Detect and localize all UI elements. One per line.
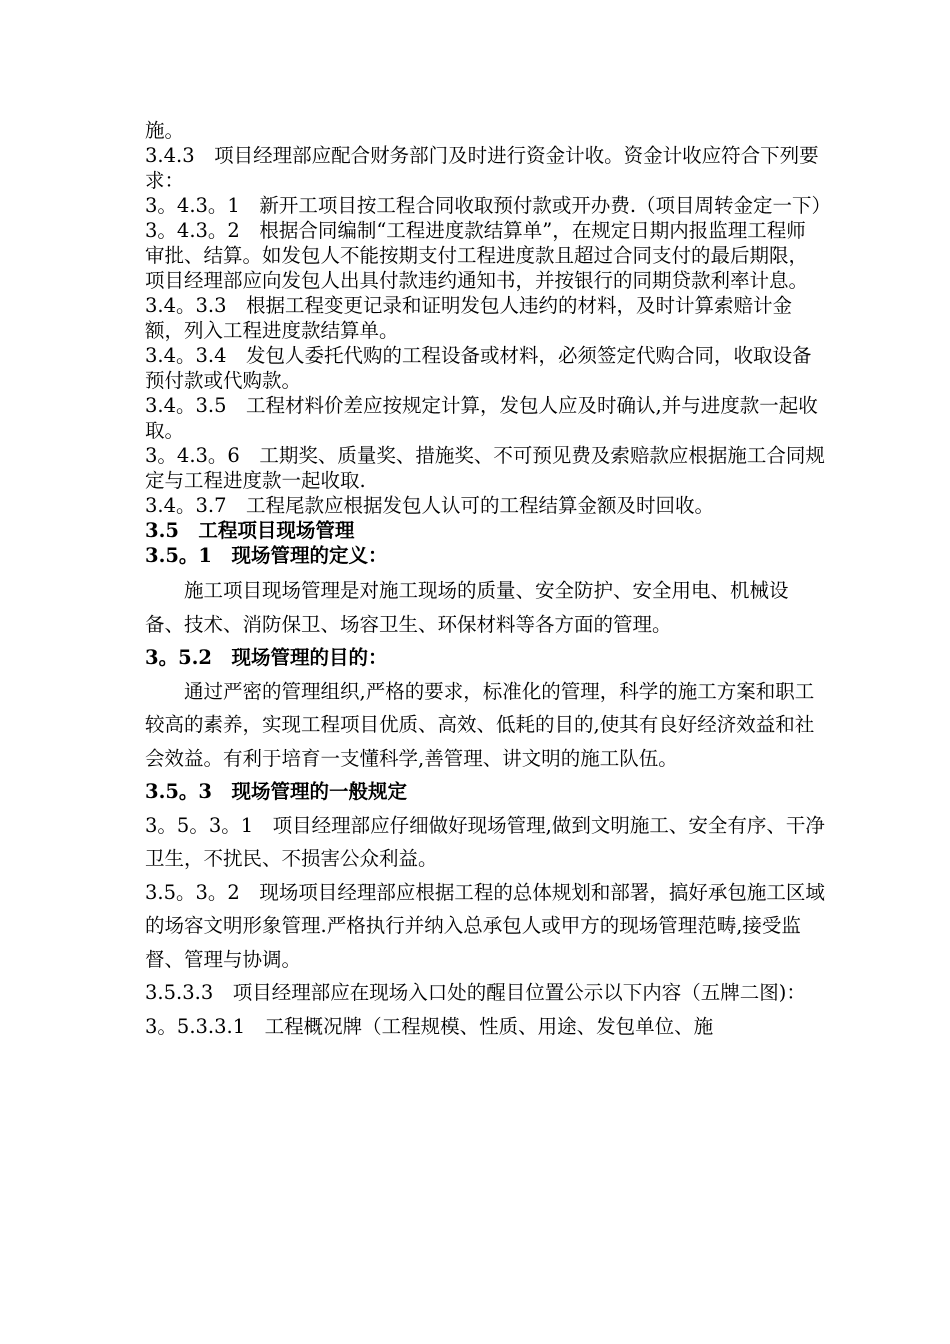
paragraph: 3。4.3。6 工期奖、质量奖、措施奖、不可预见费及索赔款应根据施工合同规定与工程进度款一起收取. [145,444,825,492]
subsection-heading-purpose: 3。5.2 现场管理的目的： [145,646,388,669]
definition-paragraph: 施工项目现场管理是对施工现场的质量、安全防护、安全用电、机械设备、技术、消防保卫、场容卫生、环保材料等各方面的管理。 [145,579,789,636]
clause-list-3-4-3 [145,118,832,518]
document-page [145,118,832,1043]
subsection-heading-rules: 3.5。3 现场管理的一般规定 [145,780,407,803]
section-heading: 3.5 工程项目现场管理 [145,519,355,542]
paragraph: 施。 [145,119,185,142]
paragraph: 3.4。3.5 工程材料价差应按规定计算，发包人应及时确认,并与进度款一起收取。 [145,394,818,442]
rule-item: 3.5.3.3 项目经理部应在现场入口处的醒目位置公示以下内容（五牌二图)： [145,981,806,1004]
section-body [145,574,825,1043]
purpose-paragraph: 通过严密的管理组织,严格的要求，标准化的管理，科学的施工方案和职工较高的素养，实现工程项目优质、高效、低耗的目的,使其有良好经济效益和社会效益。有利于培育一支懂科学,善管理、讲文明的施工队伍。 [145,679,815,770]
rule-item: 3。5。3。1 项目经理部应仔细做好现场管理,做到文明施工、安全有序、干净卫生，不扰民、不损害公众利益。 [145,813,825,870]
subsection-heading-definition: 3.5。1 现场管理的定义： [145,544,388,567]
rule-item: 3.5。3。2 现场项目经理部应根据工程的总体规划和部署，搞好承包施工区域的场容文明形象管理.严格执行并纳入总承包人或甲方的现场管理范畴,接受监督、管理与协调。 [145,880,825,971]
rule-item: 3。5.3.3.1 工程概况牌（工程规模、性质、用途、发包单位、施 [145,1014,714,1038]
section-3-5 [145,518,825,568]
paragraph: 3.4。3.4 发包人委托代购的工程设备或材料，必须签定代购合同，收取设备预付款或代购款。 [145,344,812,392]
paragraph: 3.4。3.7 工程尾款应根据发包人认可的工程结算金额及时回收。 [145,494,715,517]
paragraph: 3.4。3.3 根据工程变更记录和证明发包人违约的材料，及时计算索赔计金额，列入工程进度款结算单。 [145,294,793,342]
paragraph: 3.4.3 项目经理部应配合财务部门及时进行资金计收。资金计收应符合下列要求： [145,144,819,192]
paragraph: 3。4.3。1 新开工项目按工程合同收取预付款或开办费.（项目周转金定一下） [145,194,832,217]
paragraph: 3。4.3。2 根据合同编制“工程进度款结算单”，在规定日期内报监理工程师审批、结算。如发包人不能按期支付工程进度款且超过合同支付的最后期限，项目经理部应向发包人出具付款违约通知书，并按银行的同期贷款利率计息。 [145,219,809,292]
